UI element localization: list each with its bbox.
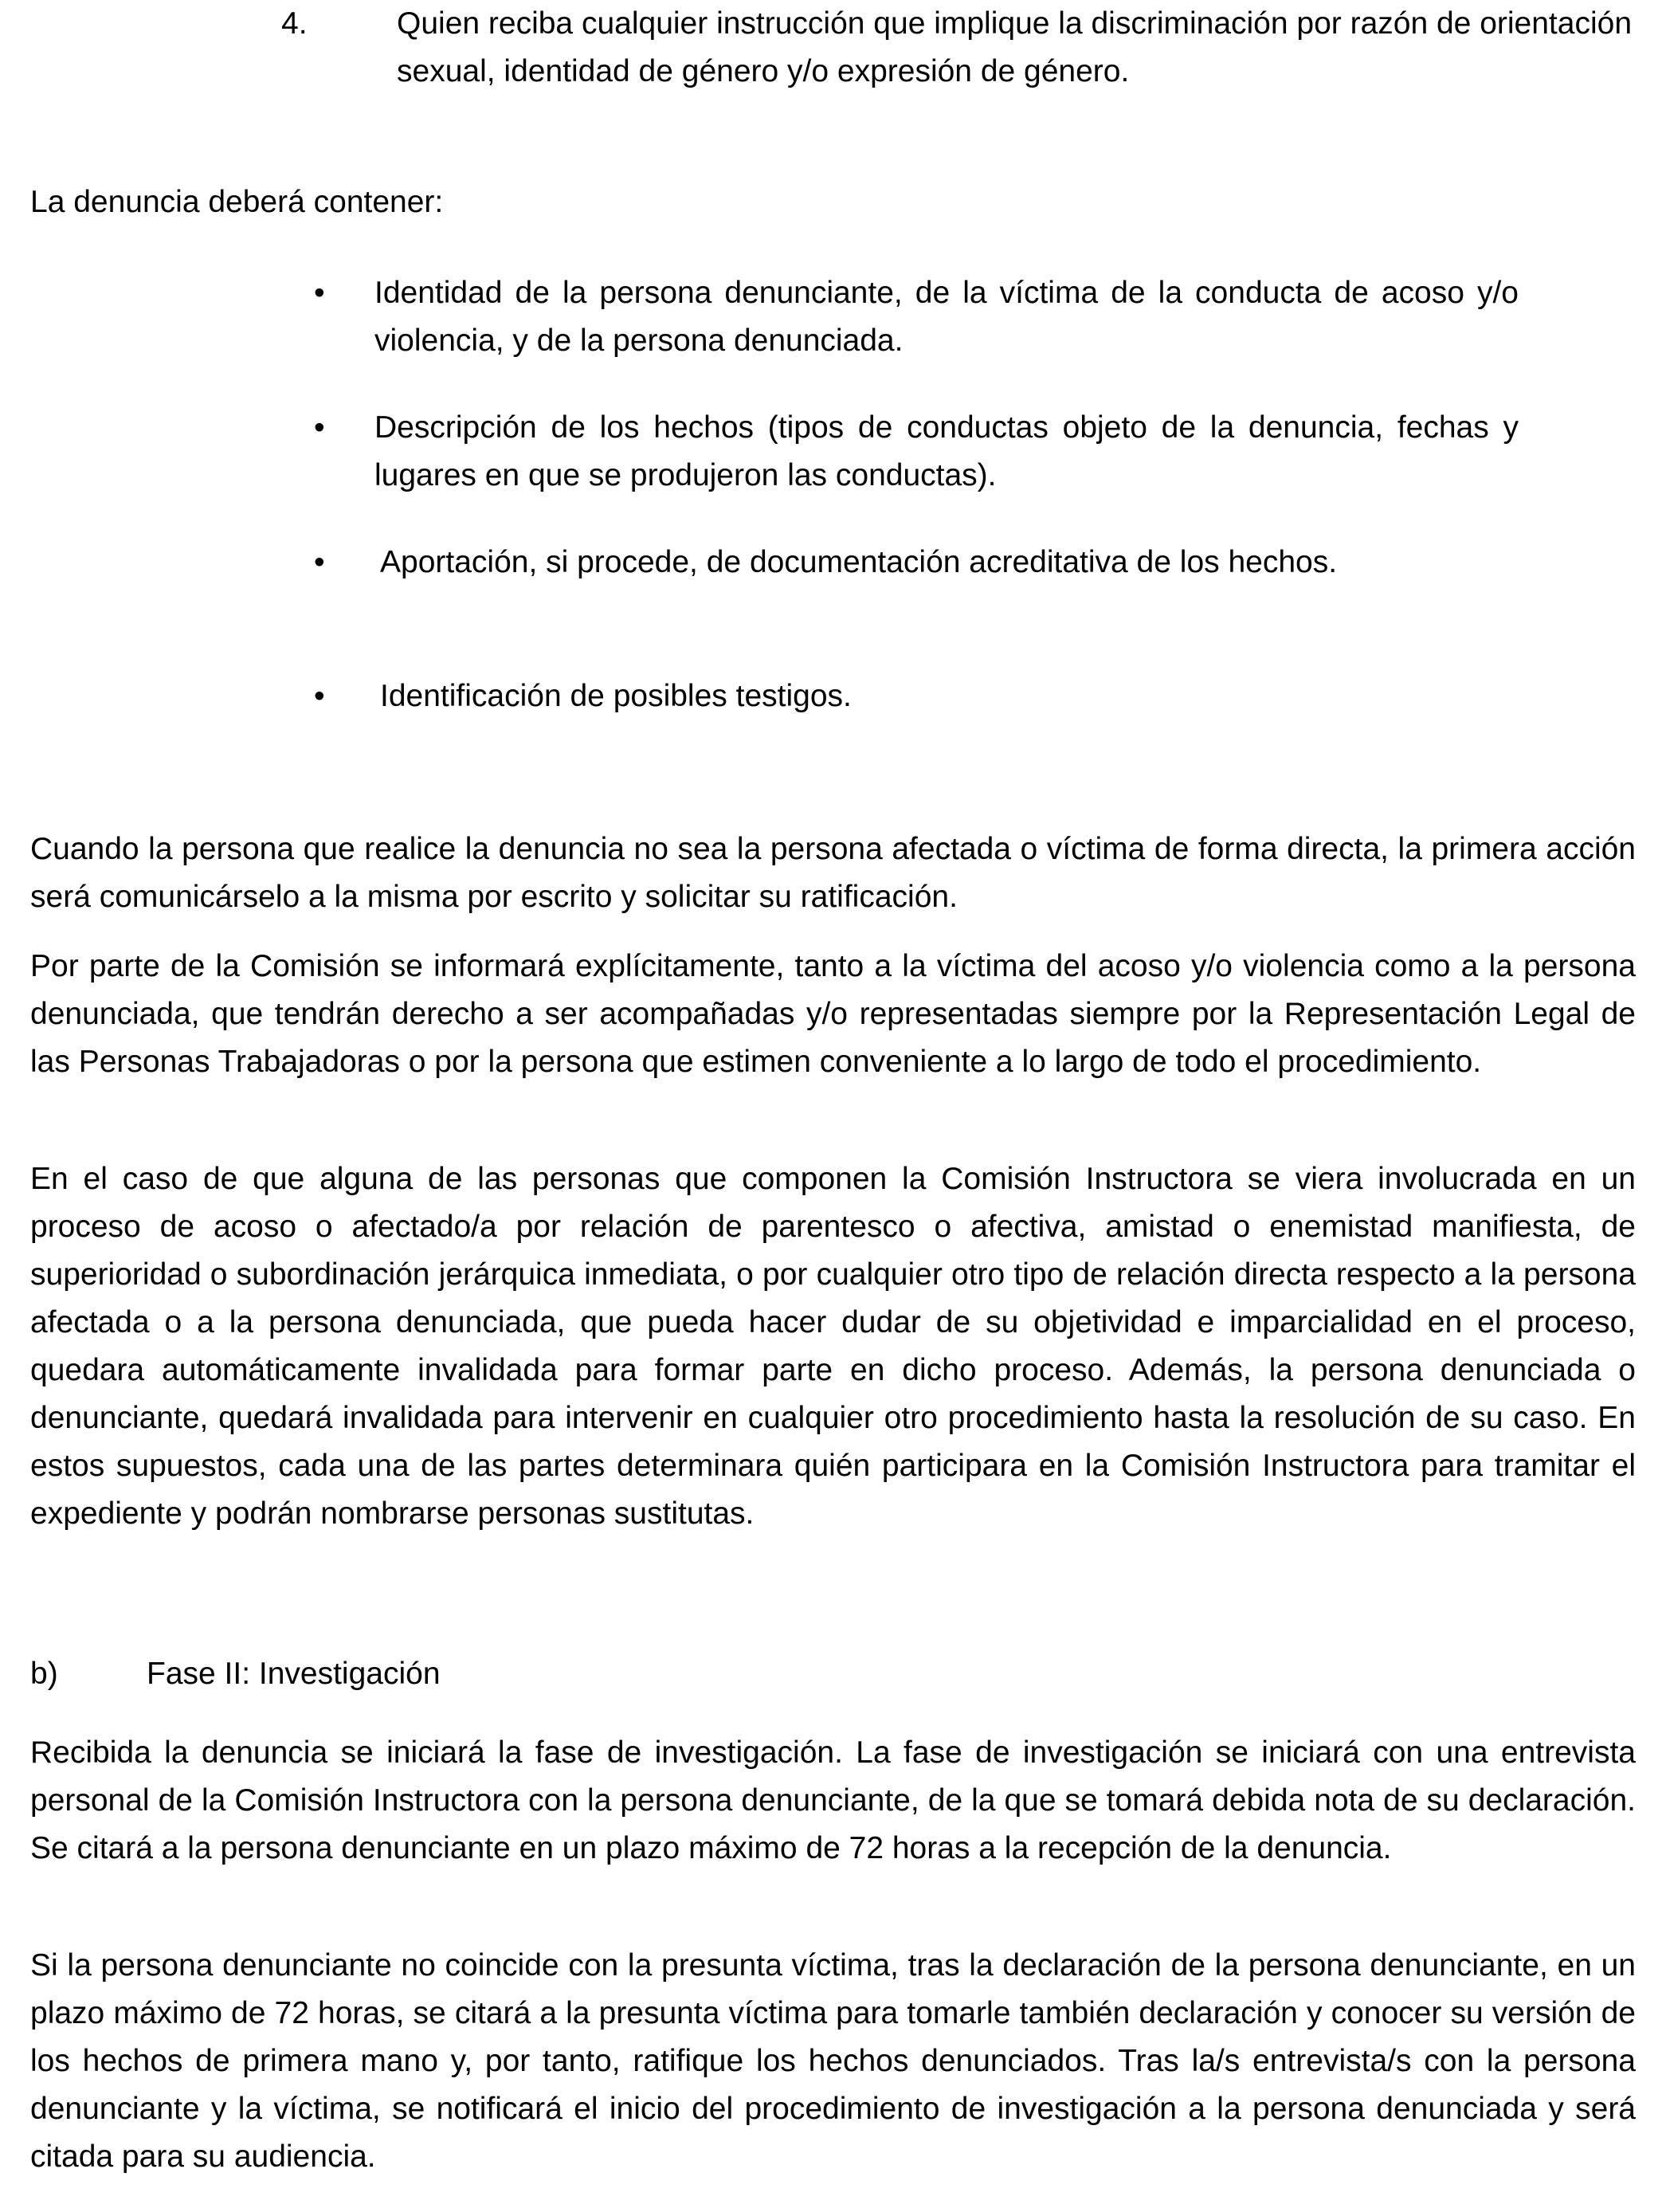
body-paragraph: Cuando la persona que realice la denuncia no sea la persona afectada o víctima de forma directa, la primera acción será comunicárselo a la misma por escrito y solicitar su ratificación. [30,832,1636,914]
body-paragraph: Recibida la denuncia se iniciará la fase de investigación. La fase de investigación se iniciará con una entrevista personal de la Comisión Instructora con la persona denunciante, de la que se tomará debida nota de su declaración. Se citará a la persona denunciante en un plazo máximo de 72 horas a la recepción de la denuncia. [30,1735,1636,1865]
bullet-text: Identificación de posibles testigos. [380,679,852,713]
section-label: b) [30,1657,58,1691]
list-intro: La denuncia deberá contener: [30,185,444,219]
body-paragraph: Si la persona denunciante no coincide con la presunta víctima, tras la declaración de la persona denunciante, en un plazo máximo de 72 horas, se citará a la presunta víctima para tomarle también declaración y conocer su versión de los hechos de primera mano y, por tanto, ratifique los hechos denunciados. Tras la/s entrevista/s con la persona denunciante y la víctima, se notificará el inicio del procedimiento de investigación a la persona denunciada y será citada para su audiencia. [30,1948,1636,2174]
bullet-icon: • [314,276,325,310]
bullet-text: Identidad de la persona denunciante, de la víctima de la conducta de acoso y/o violencia, y de la persona denunciada. [374,276,1519,358]
body-paragraph: Por parte de la Comisión se informará explícitamente, tanto a la víctima del acoso y/o violencia como a la persona denunciada, que tendrán derecho a ser acompañadas y/o representadas siempre por la Representación Legal de las Personas Trabajadoras o por la persona que estimen conveniente a lo largo de todo el procedimiento. [30,949,1636,1079]
bullet-icon: • [314,679,325,713]
section-title: Fase II: Investigación [147,1657,441,1691]
bullet-icon: • [314,545,325,579]
bullet-text: Descripción de los hechos (tipos de conductas objeto de la denuncia, fechas y lugares en que se produjeron las conductas). [374,410,1519,492]
list-number: 4. [281,6,308,41]
list-item-text: Quien reciba cualquier instrucción que implique la discriminación por razón de orientación sexual, identidad de género y/o expresión de género. [397,6,1633,88]
body-paragraph: En el caso de que alguna de las personas que componen la Comisión Instructora se viera involucrada en un proceso de acoso o afectado/a por relación de parentesco o afectiva, amistad o enemistad manifiesta, de superioridad o subordinación jerárquica inmediata, o por cualquier otro tipo de relación directa respecto a la persona afectada o a la persona denunciada, que pueda hacer dudar de su objetividad e imparcialidad en el proceso, quedara automáticamente invalidada para formar parte en dicho proceso. Además, la persona denunciada o denunciante, quedará invalidada para intervenir en cualquier otro procedimiento hasta la resolución de su caso. En estos supuestos, cada una de las partes determinara quién participara en la Comisión Instructora para tramitar el expediente y podrán nombrarse personas sustitutas. [30,1162,1636,1531]
bullet-text: Aportación, si procede, de documentación acreditativa de los hechos. [380,545,1338,579]
bullet-icon: • [314,410,325,445]
